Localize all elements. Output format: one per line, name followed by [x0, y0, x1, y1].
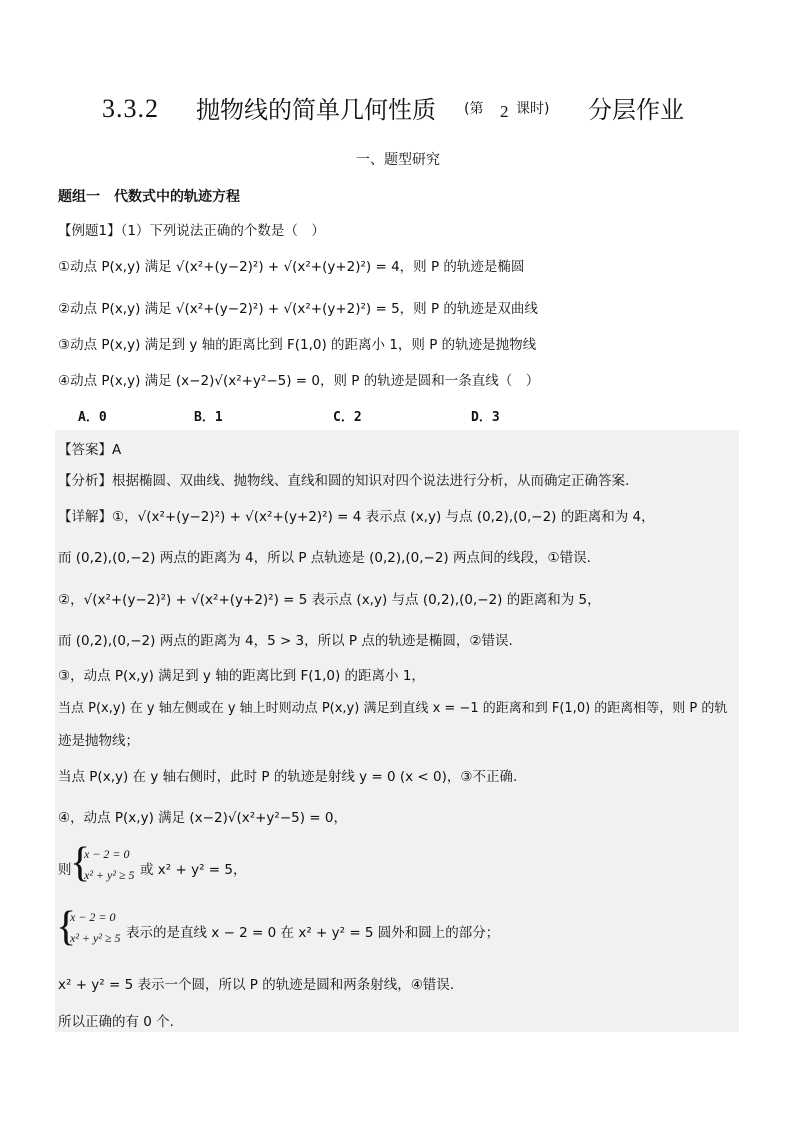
- title-suffix: 分层作业: [588, 96, 684, 124]
- group-title: 题组一 代数式中的轨迹方程: [58, 189, 240, 205]
- system-2-eq-1: x − 2 = 0: [70, 910, 116, 924]
- statement-2: ②动点 P(x,y) 满足 √(x²+(y−2)²) + √(x²+(y+2)²) = 5，则 P 的轨迹是双曲线: [58, 301, 538, 317]
- system-1-eq-2: x² + y² ≥ 5: [84, 868, 135, 882]
- detail-line-8: 当点 P(x,y) 在 y 轴右侧时，此时 P 的轨迹是射线 y = 0 (x < 0)，③不正确.: [58, 769, 518, 785]
- brace-1: {: [70, 840, 91, 886]
- title-number: 3.3.2: [102, 94, 159, 123]
- detail-line-5: ③，动点 P(x,y) 满足到 y 轴的距离比到 F(1,0) 的距离小 1，: [58, 668, 425, 684]
- example-intro: 【例题1】（1）下列说法正确的个数是（ ）: [58, 223, 325, 239]
- detail-line-11-suffix: 表示的是直线 x − 2 = 0 在 x² + y² = 5 圆外和圆上的部分；: [126, 925, 500, 941]
- detail-line-10-suffix: 或 x² + y² = 5，: [140, 862, 247, 878]
- option-a: A．0: [78, 410, 107, 425]
- statement-4: ④动点 P(x,y) 满足 (x−2)√(x²+y²−5) = 0，则 P 的轨迹是圆和一条直线（ ）: [58, 373, 540, 389]
- title-main: 抛物线的简单几何性质: [196, 96, 436, 124]
- detail-line-2: 而 (0,2),(0,−2) 两点的距离为 4，所以 P 点轨迹是 (0,2),(0,−2) 两点间的线段，①错误.: [58, 550, 591, 566]
- detail-line-10-prefix: 则: [58, 862, 72, 878]
- title-lesson-close: 课时): [516, 101, 550, 117]
- detail-line-7: 迹是抛物线；: [58, 733, 139, 749]
- option-c: C．2: [333, 410, 362, 425]
- option-b: B．1: [194, 410, 223, 425]
- option-d: D．3: [471, 410, 500, 425]
- section-heading: 一、题型研究: [356, 152, 440, 168]
- detail-line-1: 【详解】①，√(x²+(y−2)²) + √(x²+(y+2)²) = 4 表示点 (x,y) 与点 (0,2),(0,−2) 的距离和为 4，: [58, 509, 655, 525]
- title-lesson-open: (第: [464, 101, 484, 117]
- answer-line: 【答案】A: [58, 442, 122, 458]
- title-lesson-num: 2: [500, 102, 509, 121]
- brace-2: {: [56, 904, 77, 950]
- detail-line-4: 而 (0,2),(0,−2) 两点的距离为 4，5 > 3，所以 P 点的轨迹是椭圆，②错误.: [58, 633, 513, 649]
- detail-line-12: x² + y² = 5 表示一个圆，所以 P 的轨迹是圆和两条射线，④错误.: [58, 977, 455, 993]
- detail-line-6: 当点 P(x,y) 在 y 轴左侧或在 y 轴上时则动点 P(x,y) 满足到直线 x = −1 的距离和到 F(1,0) 的距离相等，则 P 的轨: [58, 701, 728, 716]
- statement-1: ①动点 P(x,y) 满足 √(x²+(y−2)²) + √(x²+(y+2)²) = 4，则 P 的轨迹是椭圆: [58, 259, 525, 275]
- system-2-eq-2: x² + y² ≥ 5: [70, 931, 121, 945]
- detail-line-9: ④，动点 P(x,y) 满足 (x−2)√(x²+y²−5) = 0，: [58, 810, 347, 826]
- system-1-eq-1: x − 2 = 0: [84, 847, 130, 861]
- detail-line-13: 所以正确的有 0 个.: [58, 1014, 174, 1030]
- statement-3: ③动点 P(x,y) 满足到 y 轴的距离比到 F(1,0) 的距离小 1，则 P 的轨迹是抛物线: [58, 337, 537, 353]
- detail-line-3: ②，√(x²+(y−2)²) + √(x²+(y+2)²) = 5 表示点 (x,y) 与点 (0,2),(0,−2) 的距离和为 5，: [58, 592, 601, 608]
- analysis-line: 【分析】根据椭圆、双曲线、抛物线、直线和圆的知识对四个说法进行分析，从而确定正确答案.: [58, 473, 630, 489]
